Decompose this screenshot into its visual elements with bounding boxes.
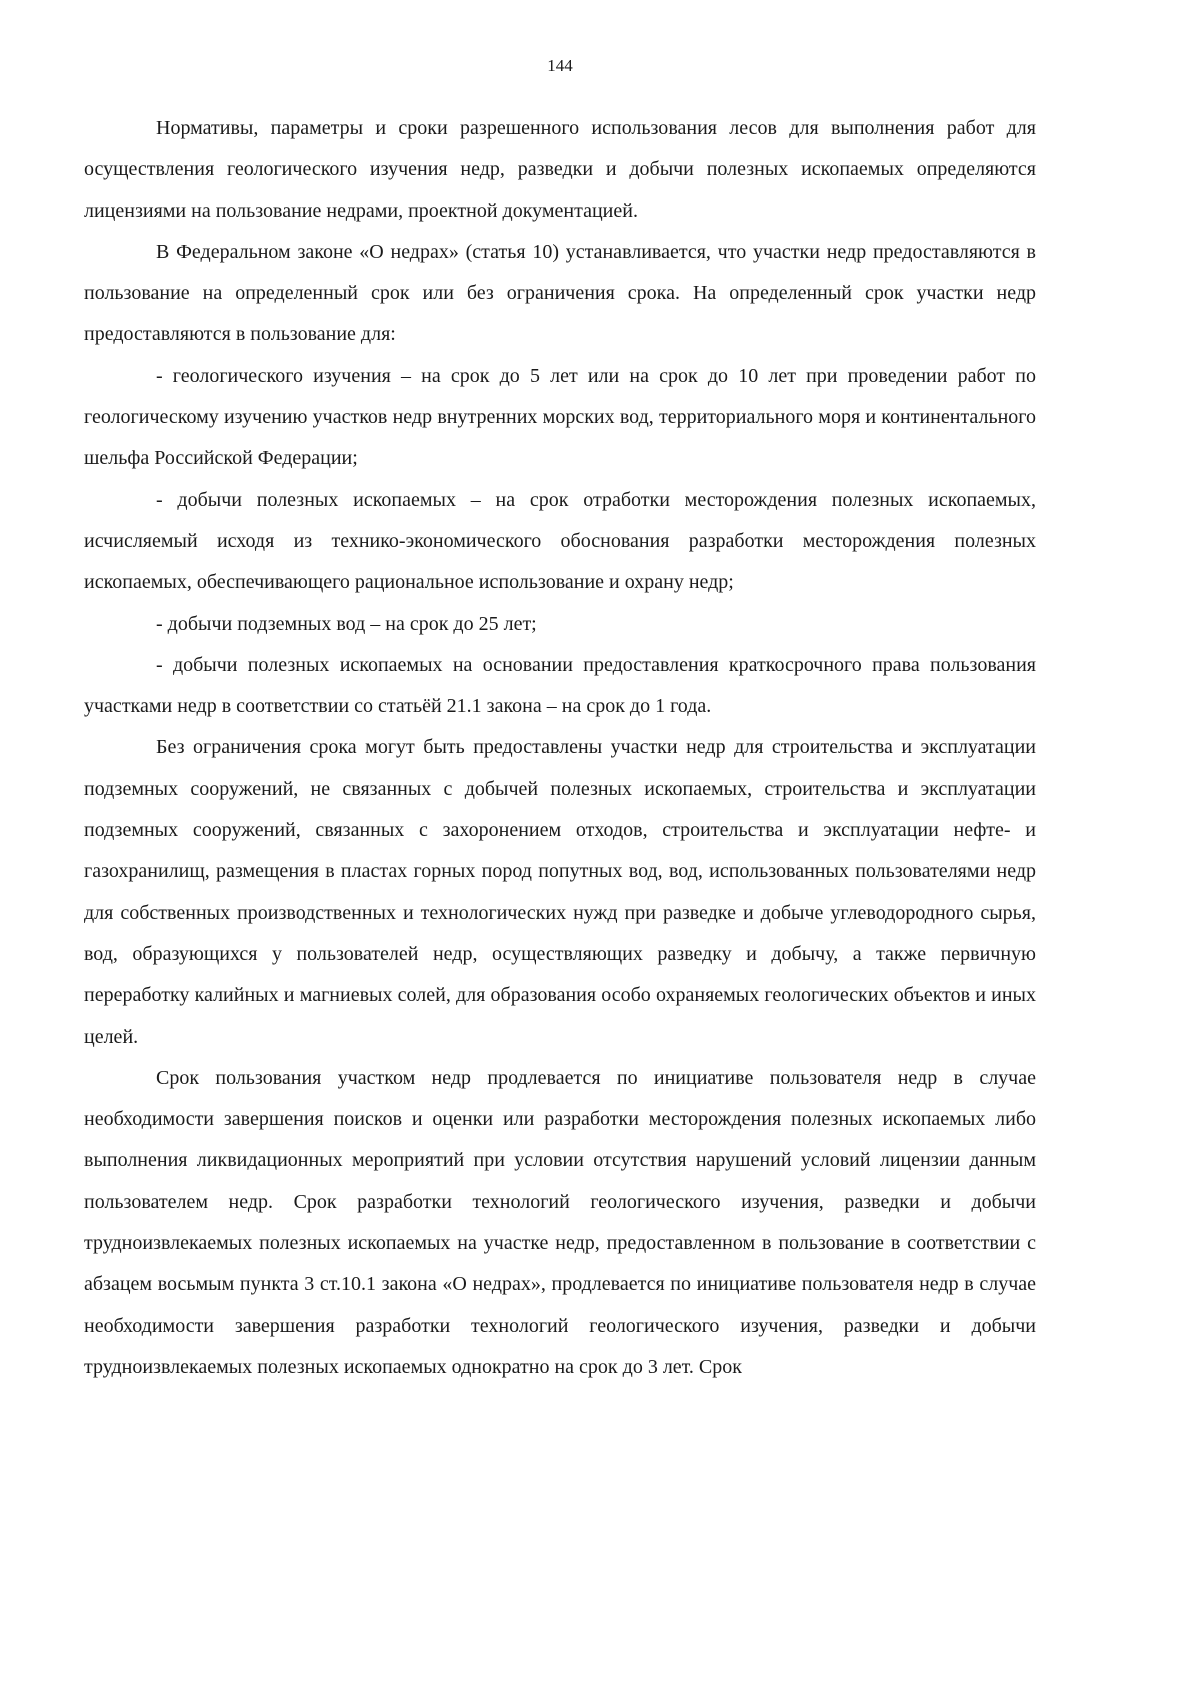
list-item-geological-study: - геологического изучения – на срок до 5 лет или на срок до 10 лет при проведении работ по геологическому изучению участков недр внутренних морских вод, территориального моря и континентального шельфа Российской Федерации; [84, 364, 1036, 470]
paragraph-unlimited-term: Без ограничения срока могут быть предоставлены участки недр для строительства и эксплуатации подземных сооружений, не связанных с добычей полезных ископаемых, строительства и эксплуатации подземных сооружений, связанных с захоронением отходов, строительства и эксплуатации нефте- и газохранилищ, размещения в пластах горных пород попутных вод, вод, использованных пользователями недр для собственных производственных и технологических нужд при разведке и добыче углеводородного сырья, вод, образующихся у пользователей недр, осуществляющих разведку и добычу, а также первичную переработку калийных и магниевых солей, для образования особо охраняемых геологических объектов и иных целей. [84, 736, 1036, 1048]
body-text [84, 108, 1036, 1388]
list-item-groundwater-extraction: - добычи подземных вод – на срок до 25 лет; [156, 612, 537, 635]
paragraph-subsoil-law-article-10: В Федеральном законе «О недрах» (статья 10) устанавливается, что участки недр предоставляются в пользование на определенный срок или без ограничения срока. На определенный срок участки недр предоставляются в пользование для: [84, 240, 1036, 346]
list-item-short-term-right: - добычи полезных ископаемых на основании предоставления краткосрочного права пользования участками недр в соответствии со статьёй 21.1 закона – на срок до 1 года. [84, 653, 1036, 718]
paragraph-term-extension: Срок пользования участком недр продлевается по инициативе пользователя недр в случае необходимости завершения поисков и оценки или разработки месторождения полезных ископаемых либо выполнения ликвидационных мероприятий при условии отсутствия нарушений условий лицензии данным пользователем недр. Срок разработки технологий геологического изучения, разведки и добычи трудноизвлекаемых полезных ископаемых на участке недр, предоставленном в пользование в соответствии с абзацем восьмым пункта 3 ст.10.1 закона «О недрах», продлевается по инициативе пользователя недр в случае необходимости завершения разработки технологий геологического изучения, разведки и добычи трудноизвлекаемых полезных ископаемых однократно на срок до 3 лет. Срок [84, 1066, 1036, 1378]
page-number: 144 [547, 56, 573, 75]
paragraph-forest-use-norms: Нормативы, параметры и сроки разрешенного использования лесов для выполнения работ для осуществления геологического изучения недр, разведки и добычи полезных ископаемых определяются лицензиями на пользование недрами, проектной документацией. [84, 117, 1036, 222]
list-item-mineral-extraction: - добычи полезных ископаемых – на срок отработки месторождения полезных ископаемых, исчисляемый исходя из технико-экономического обоснования разработки месторождения полезных ископаемых, обеспечивающего рациональное использование и охрану недр; [84, 488, 1036, 594]
